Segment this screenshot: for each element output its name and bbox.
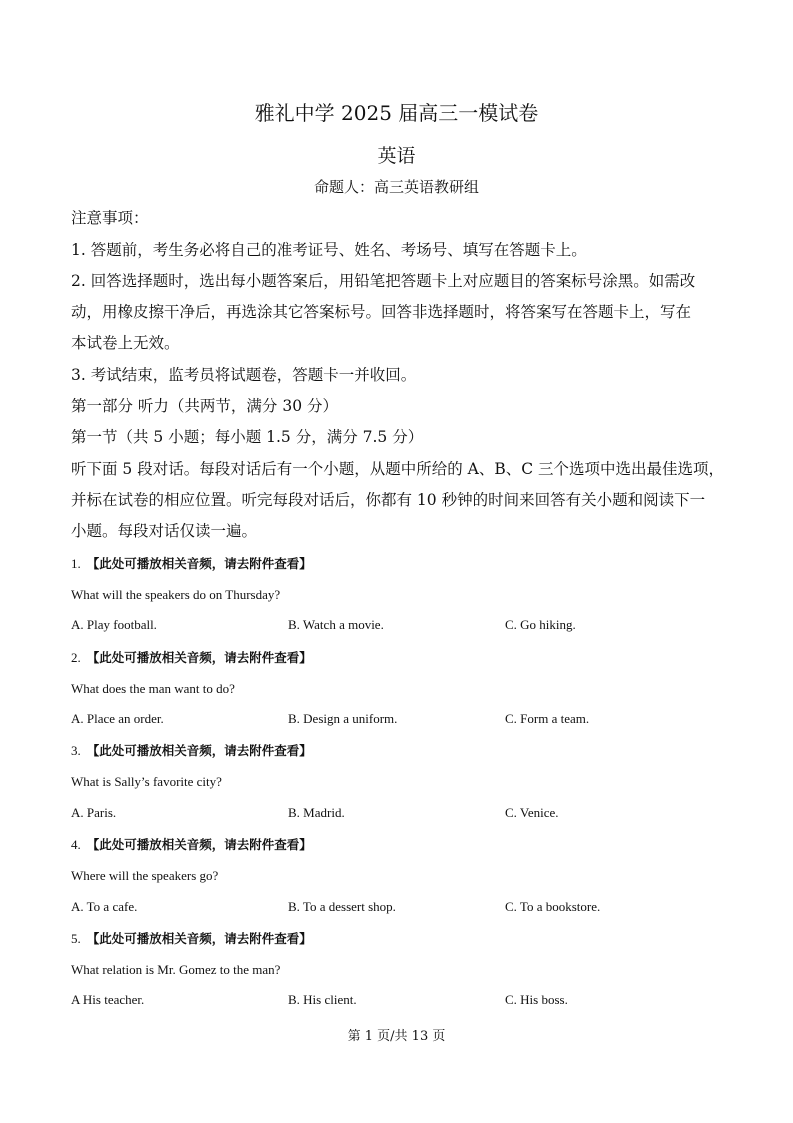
question-number: 5. bbox=[71, 931, 81, 946]
instruction-line-2: 并标在试卷的相应位置。听完每段对话后，你都有 10 秒钟的时间来回答有关小题和阅读下一 bbox=[71, 491, 706, 509]
instruction-line-3: 小题。每段对话仅读一遍。 bbox=[71, 522, 258, 540]
audio-placeholder: 【此处可播放相关音频，请去附件查看】 bbox=[86, 743, 312, 758]
question-5-header bbox=[71, 929, 312, 947]
question-4-option-b: B. To a dessert shop. bbox=[288, 899, 396, 914]
audio-placeholder: 【此处可播放相关音频，请去附件查看】 bbox=[86, 650, 312, 665]
question-3-text: What is Sally’s favorite city? bbox=[71, 774, 222, 789]
question-3-option-b: B. Madrid. bbox=[288, 805, 345, 820]
audio-placeholder: 【此处可播放相关音频，请去附件查看】 bbox=[86, 837, 312, 852]
question-2-option-a: A. Place an order. bbox=[71, 711, 164, 726]
question-3-header bbox=[71, 741, 312, 759]
question-2-text: What does the man want to do? bbox=[71, 681, 235, 696]
instruction-line-1: 听下面 5 段对话。每段对话后有一个小题，从题中所给的 A、B、C 三个选项中选出最佳选项， bbox=[71, 460, 725, 478]
notice-item-1: 1. 答题前，考生务必将自己的准考证号、姓名、考场号、填写在答题卡上。 bbox=[71, 241, 587, 259]
question-3-option-a: A. Paris. bbox=[71, 805, 117, 820]
question-number: 1. bbox=[71, 556, 81, 571]
question-5-option-a: A His teacher. bbox=[71, 992, 145, 1007]
question-4-header bbox=[71, 835, 312, 853]
question-1-option-c: C. Go hiking. bbox=[505, 617, 576, 632]
notice-item-3: 3. 考试结束，监考员将试题卷，答题卡一并收回。 bbox=[71, 366, 417, 384]
question-5-text: What relation is Mr. Gomez to the man? bbox=[71, 962, 281, 977]
section-1-heading: 第一节（共 5 小题；每小题 1.5 分，满分 7.5 分） bbox=[71, 428, 424, 446]
notice-item-2-line-1: 2. 回答选择题时，选出每小题答案后，用铅笔把答题卡上对应题目的答案标号涂黑。如需改 bbox=[71, 272, 696, 290]
question-number: 2. bbox=[71, 650, 81, 665]
question-1-option-a: A. Play football. bbox=[71, 617, 157, 632]
question-5-option-c: C. His boss. bbox=[505, 992, 568, 1007]
notice-heading: 注意事项： bbox=[71, 209, 149, 227]
question-3-option-c: C. Venice. bbox=[505, 805, 559, 820]
question-4-text: Where will the speakers go? bbox=[71, 868, 219, 883]
question-1-option-b: B. Watch a movie. bbox=[288, 617, 384, 632]
audio-placeholder: 【此处可播放相关音频，请去附件查看】 bbox=[86, 556, 312, 571]
notice-item-2-line-2: 动，用橡皮擦干净后，再选涂其它答案标号。回答非选择题时，将答案写在答题卡上，写在 bbox=[71, 303, 692, 321]
question-2-header bbox=[71, 648, 312, 666]
notice-item-2-line-3: 本试卷上无效。 bbox=[71, 334, 180, 352]
question-2-option-c: C. Form a team. bbox=[505, 711, 590, 726]
question-2-option-b: B. Design a uniform. bbox=[288, 711, 398, 726]
exam-subject: 英语 bbox=[377, 145, 416, 167]
exam-author: 命题人：高三英语教研组 bbox=[313, 178, 479, 196]
exam-title: 雅礼中学 2025 届高三一模试卷 bbox=[254, 101, 539, 125]
audio-placeholder: 【此处可播放相关音频，请去附件查看】 bbox=[86, 931, 312, 946]
question-number: 3. bbox=[71, 743, 81, 758]
part-1-heading: 第一部分 听力（共两节，满分 30 分） bbox=[71, 397, 339, 415]
question-1-header bbox=[71, 554, 312, 572]
question-4-option-c: C. To a bookstore. bbox=[505, 899, 601, 914]
question-5-option-b: B. His client. bbox=[288, 992, 357, 1007]
question-1-text: What will the speakers do on Thursday? bbox=[71, 587, 281, 602]
question-number: 4. bbox=[71, 837, 81, 852]
question-4-option-a: A. To a cafe. bbox=[71, 899, 138, 914]
page-number: 第 1 页/共 13 页 bbox=[347, 1029, 446, 1044]
